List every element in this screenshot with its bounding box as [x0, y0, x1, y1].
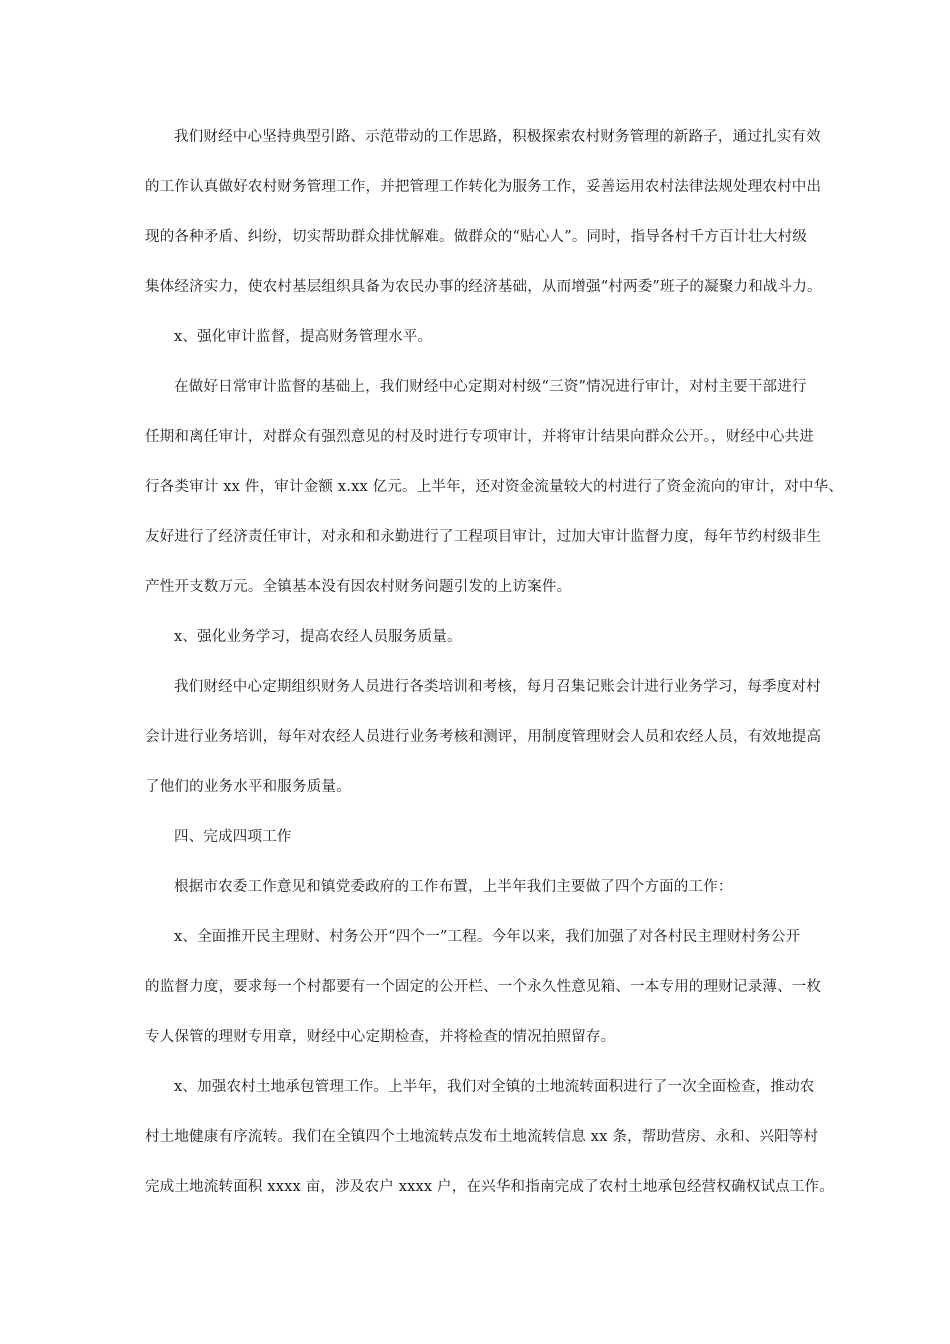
- paragraph-line: 现的各种矛盾、纠纷，切实帮助群众排忧解难。做群众的“贴心人”。同时，指导各村千方百计壮大村级: [145, 229, 808, 245]
- paragraph-line: 在做好日常审计监督的基础上，我们财经中心定期对村级“三资”情况进行审计，对村主要干部进行: [174, 379, 807, 395]
- paragraph-line: 专人保管的理财专用章，财经中心定期检查，并将检查的情况拍照留存。: [145, 1029, 616, 1045]
- paragraph-line: 的监督力度，要求每一个村都要有一个固定的公开栏、一个永久性意见箱、一本专用的理财记录薄、一枚: [145, 979, 822, 995]
- paragraph-line: 会计进行业务培训，每年对农经人员进行业务考核和测评，用制度管理财会人员和农经人员，有效地提高: [145, 729, 822, 745]
- paragraph-line: 行各类审计 xx 件，审计金额 x.xx 亿元。上半年，还对资金流量较大的村进行了资金流向的审计，对中华、: [145, 479, 844, 495]
- paragraph-line: x、全面推开民主理财、村务公开“四个一”工程。今年以来，我们加强了对各村民主理财村务公开: [174, 929, 801, 945]
- paragraph-line: 友好进行了经济责任审计，对永和和永勤进行了工程项目审计，过加大审计监督力度，每年节约村级非生: [145, 529, 822, 545]
- paragraph-line: 我们财经中心定期组织财务人员进行各类培训和考核，每月召集记账会计进行业务学习，每季度对村: [174, 679, 821, 695]
- paragraph-line: 的工作认真做好农村财务管理工作，并把管理工作转化为服务工作，妥善运用农村法律法规处理农村中出: [145, 179, 822, 195]
- paragraph-line: x、加强农村土地承包管理工作。上半年，我们对全镇的土地流转面积进行了一次全面检查，推动农: [174, 1079, 815, 1095]
- paragraph-line: 产性开支数万元。全镇基本没有因农村财务问题引发的上访案件。: [145, 579, 572, 595]
- paragraph-line: 村土地健康有序流转。我们在全镇四个土地流转点发布土地流转信息 xx 条，帮助营房、永和、兴阳等村: [145, 1129, 819, 1145]
- paragraph-line: 任期和离任审计，对群众有强烈意见的村及时进行专项审计，并将审计结果向群众公开。，财经中心共进: [145, 429, 814, 445]
- section-heading: x、强化业务学习，提高农经人员服务质量。: [174, 629, 462, 645]
- section-heading: 四、完成四项工作: [174, 829, 292, 845]
- paragraph-line: 完成土地流转面积 xxxx 亩，涉及农户 xxxx 户，在兴华和指南完成了农村土地承包经营权确权试点工作。: [145, 1179, 834, 1195]
- section-heading: x、强化审计监督，提高财务管理水平。: [174, 329, 433, 345]
- paragraph-line: 我们财经中心坚持典型引路、示范带动的工作思路，积极探索农村财务管理的新路子，通过扎实有效: [174, 129, 821, 145]
- paragraph-line: 了他们的业务水平和服务质量。: [145, 779, 351, 795]
- paragraph-line: 根据市农委工作意见和镇党委政府的工作布置，上半年我们主要做了四个方面的工作：: [174, 879, 733, 895]
- paragraph-line: 集体经济实力，使农村基层组织具备为农民办事的经济基础，从而增强“村两委”班子的凝聚力和战斗力。: [145, 279, 822, 295]
